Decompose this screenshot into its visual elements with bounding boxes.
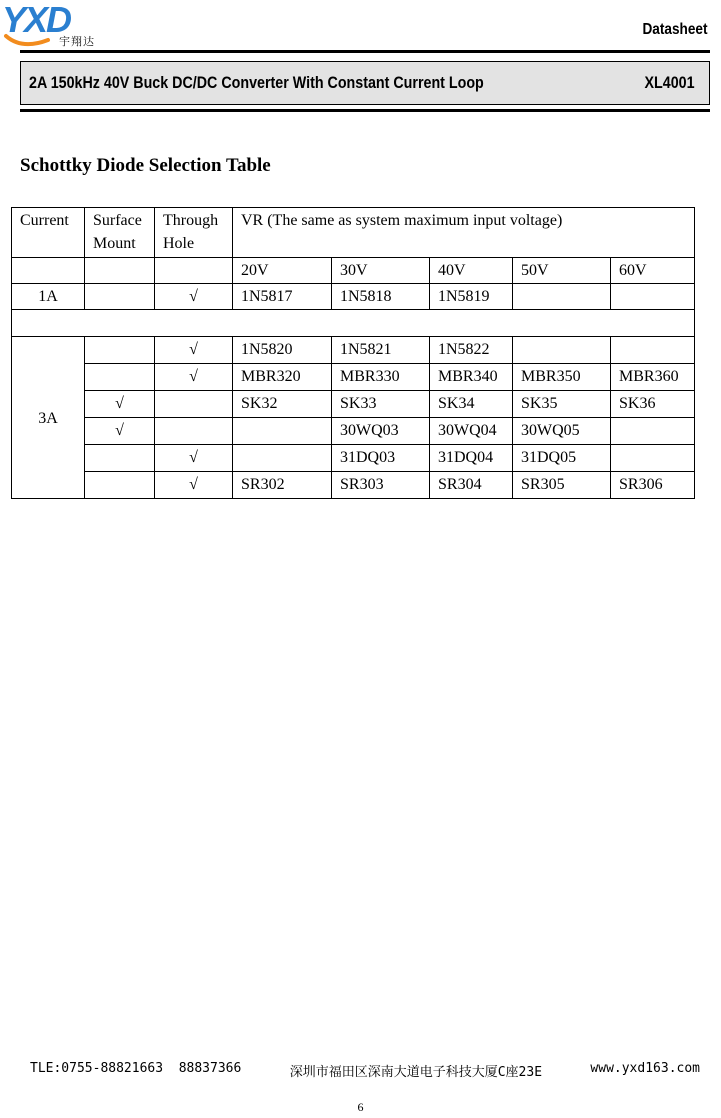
surface-mount-cell <box>85 337 155 364</box>
part-cell: 30WQ04 <box>430 418 513 445</box>
table-header-row <box>12 208 695 258</box>
voltage-40v: 40V <box>430 258 513 284</box>
table-row-1a <box>12 284 695 310</box>
logo-subtext: 宇翔达 <box>59 35 95 48</box>
part-cell: 1N5822 <box>430 337 513 364</box>
spacer-row <box>12 310 695 337</box>
part-cell: SR305 <box>513 472 611 499</box>
document-title: 2A 150kHz 40V Buck DC/DC Converter With Constant Current Loop <box>29 73 484 92</box>
part-cell: 31DQ04 <box>430 445 513 472</box>
part-cell <box>233 445 332 472</box>
table-cell <box>85 258 155 284</box>
company-logo <box>2 0 120 50</box>
part-cell: 30WQ03 <box>332 418 430 445</box>
part-cell <box>611 337 695 364</box>
surface-mount-cell <box>85 364 155 391</box>
table-cell <box>12 258 85 284</box>
part-cell: 31DQ05 <box>513 445 611 472</box>
part-cell: SK36 <box>611 391 695 418</box>
through-hole-cell: √ <box>155 337 233 364</box>
through-hole-cell: √ <box>155 445 233 472</box>
part-cell: MBR350 <box>513 364 611 391</box>
surface-mount-cell <box>85 445 155 472</box>
part-cell <box>611 284 695 310</box>
table-row-3a <box>12 418 695 445</box>
page-footer <box>30 1061 700 1080</box>
part-cell <box>233 418 332 445</box>
part-cell: SK35 <box>513 391 611 418</box>
part-cell: SR302 <box>233 472 332 499</box>
header-current-label: Current <box>20 212 69 229</box>
page-number: 6 <box>357 1100 364 1114</box>
part-cell <box>513 284 611 310</box>
current-3a: 3A <box>12 337 85 499</box>
part-cell: SR304 <box>430 472 513 499</box>
table-cell <box>155 258 233 284</box>
table-row-3a <box>12 337 695 364</box>
through-hole-cell <box>155 391 233 418</box>
surface-mount-cell: √ <box>85 391 155 418</box>
current-1a: 1A <box>12 284 85 310</box>
part-cell <box>611 418 695 445</box>
document-type: Datasheet <box>641 21 707 38</box>
header-current <box>12 208 85 258</box>
surface-mount-cell: √ <box>85 418 155 445</box>
spacer-cell <box>12 310 695 337</box>
part-cell: 31DQ03 <box>332 445 430 472</box>
diode-selection-table <box>11 207 695 499</box>
table-row-3a <box>12 364 695 391</box>
part-cell: SK34 <box>430 391 513 418</box>
part-cell: 1N5819 <box>430 284 513 310</box>
header-through-line1: Through <box>163 212 219 229</box>
voltage-header-row <box>12 258 695 284</box>
header-through-hole <box>155 208 233 258</box>
part-cell: SK32 <box>233 391 332 418</box>
part-cell: 30WQ05 <box>513 418 611 445</box>
header-rule-bottom <box>20 109 710 112</box>
voltage-30v: 30V <box>332 258 430 284</box>
part-cell: 1N5817 <box>233 284 332 310</box>
part-cell: 1N5820 <box>233 337 332 364</box>
table-row-3a <box>12 445 695 472</box>
title-bar <box>20 61 710 105</box>
through-hole-cell: √ <box>155 472 233 499</box>
section-heading: Schottky Diode Selection Table <box>20 155 271 176</box>
part-cell: SK33 <box>332 391 430 418</box>
table-row-3a <box>12 391 695 418</box>
part-cell: MBR330 <box>332 364 430 391</box>
surface-mount-cell <box>85 472 155 499</box>
table-row-3a <box>12 472 695 499</box>
part-cell: MBR360 <box>611 364 695 391</box>
header-rule-top <box>20 50 710 53</box>
through-hole-cell <box>155 418 233 445</box>
header-surface-line1: Surface <box>93 212 142 229</box>
header-surface-line2: Mount <box>93 235 136 252</box>
part-cell <box>611 445 695 472</box>
header-vr: VR (The same as system maximum input voltage) <box>233 208 695 258</box>
voltage-20v: 20V <box>233 258 332 284</box>
part-cell: SR306 <box>611 472 695 499</box>
part-cell: SR303 <box>332 472 430 499</box>
footer-address: 深圳市福田区深南大道电子科技大厦C座23E <box>289 1065 543 1080</box>
surface-mount-cell <box>85 284 155 310</box>
header-through-line2: Hole <box>163 235 195 252</box>
through-hole-cell: √ <box>155 364 233 391</box>
part-cell: 1N5818 <box>332 284 430 310</box>
logo-letters: YXD <box>2 0 71 40</box>
through-hole-cell: √ <box>155 284 233 310</box>
voltage-50v: 50V <box>513 258 611 284</box>
voltage-60v: 60V <box>611 258 695 284</box>
footer-phone: TLE:0755-88821663 88837366 <box>30 1061 242 1076</box>
header-surface-mount <box>85 208 155 258</box>
part-cell <box>513 337 611 364</box>
part-number: XL4001 <box>644 73 695 92</box>
footer-website: www.yxd163.com <box>590 1061 700 1076</box>
part-cell: 1N5821 <box>332 337 430 364</box>
part-cell: MBR340 <box>430 364 513 391</box>
part-cell: MBR320 <box>233 364 332 391</box>
